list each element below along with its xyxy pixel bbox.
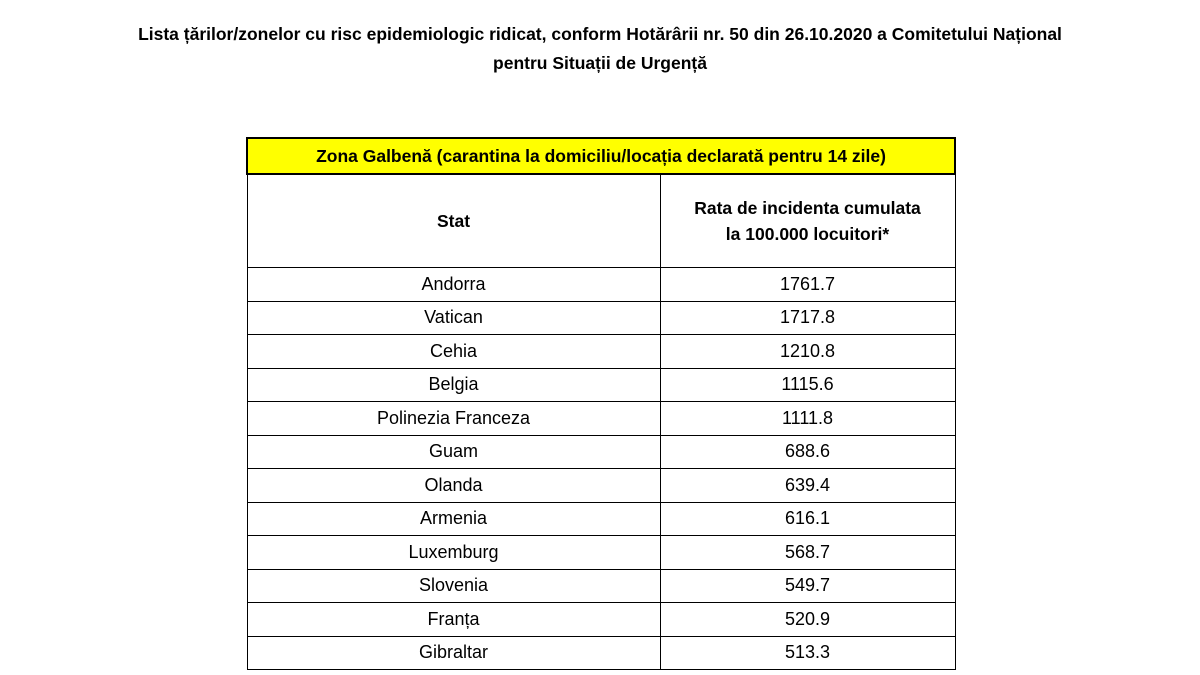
rate-cell: 639.4 xyxy=(660,469,955,503)
table-row xyxy=(247,569,955,603)
table-row xyxy=(247,502,955,536)
table-body xyxy=(247,268,955,670)
rate-cell: 568.7 xyxy=(660,536,955,570)
table-row xyxy=(247,435,955,469)
table-row xyxy=(247,335,955,369)
rate-cell: 549.7 xyxy=(660,569,955,603)
country-cell: Andorra xyxy=(247,268,660,302)
column-header-row xyxy=(247,174,955,268)
risk-countries-table xyxy=(246,137,956,670)
country-cell: Franța xyxy=(247,603,660,637)
rate-cell: 513.3 xyxy=(660,636,955,670)
rate-cell: 688.6 xyxy=(660,435,955,469)
table-row xyxy=(247,402,955,436)
column-header-rate-line-2: la 100.000 locuitori* xyxy=(725,224,890,244)
table-row xyxy=(247,301,955,335)
column-header-rate xyxy=(660,174,955,268)
table-row xyxy=(247,268,955,302)
table-row xyxy=(247,536,955,570)
table-row xyxy=(247,636,955,670)
country-cell: Vatican xyxy=(247,301,660,335)
table-row xyxy=(247,603,955,637)
country-cell: Gibraltar xyxy=(247,636,660,670)
country-cell: Luxemburg xyxy=(247,536,660,570)
document-title-line-1: Lista țărilor/zonelor cu risc epidemiologic ridicat, conform Hotărârii nr. 50 din 26.10.2020 a Comitetului Național xyxy=(138,24,1062,44)
zone-header: Zona Galbenă (carantina la domiciliu/locația declarată pentru 14 zile) xyxy=(247,138,955,174)
rate-cell: 1111.8 xyxy=(660,402,955,436)
rate-cell: 520.9 xyxy=(660,603,955,637)
country-cell: Polinezia Franceza xyxy=(247,402,660,436)
country-cell: Belgia xyxy=(247,368,660,402)
rate-cell: 616.1 xyxy=(660,502,955,536)
column-header-rate-line-1: Rata de incidenta cumulata xyxy=(694,198,921,218)
table-row xyxy=(247,368,955,402)
country-cell: Cehia xyxy=(247,335,660,369)
rate-cell: 1717.8 xyxy=(660,301,955,335)
document-title-line-2: pentru Situații de Urgență xyxy=(493,53,707,73)
column-header-country-label: Stat xyxy=(436,211,471,231)
country-cell: Slovenia xyxy=(247,569,660,603)
document-title xyxy=(0,20,1200,78)
column-header-country xyxy=(247,174,660,268)
country-cell: Armenia xyxy=(247,502,660,536)
table-row xyxy=(247,469,955,503)
rate-cell: 1115.6 xyxy=(660,368,955,402)
rate-cell: 1210.8 xyxy=(660,335,955,369)
rate-cell: 1761.7 xyxy=(660,268,955,302)
country-cell: Olanda xyxy=(247,469,660,503)
country-cell: Guam xyxy=(247,435,660,469)
zone-header-row xyxy=(247,138,955,174)
